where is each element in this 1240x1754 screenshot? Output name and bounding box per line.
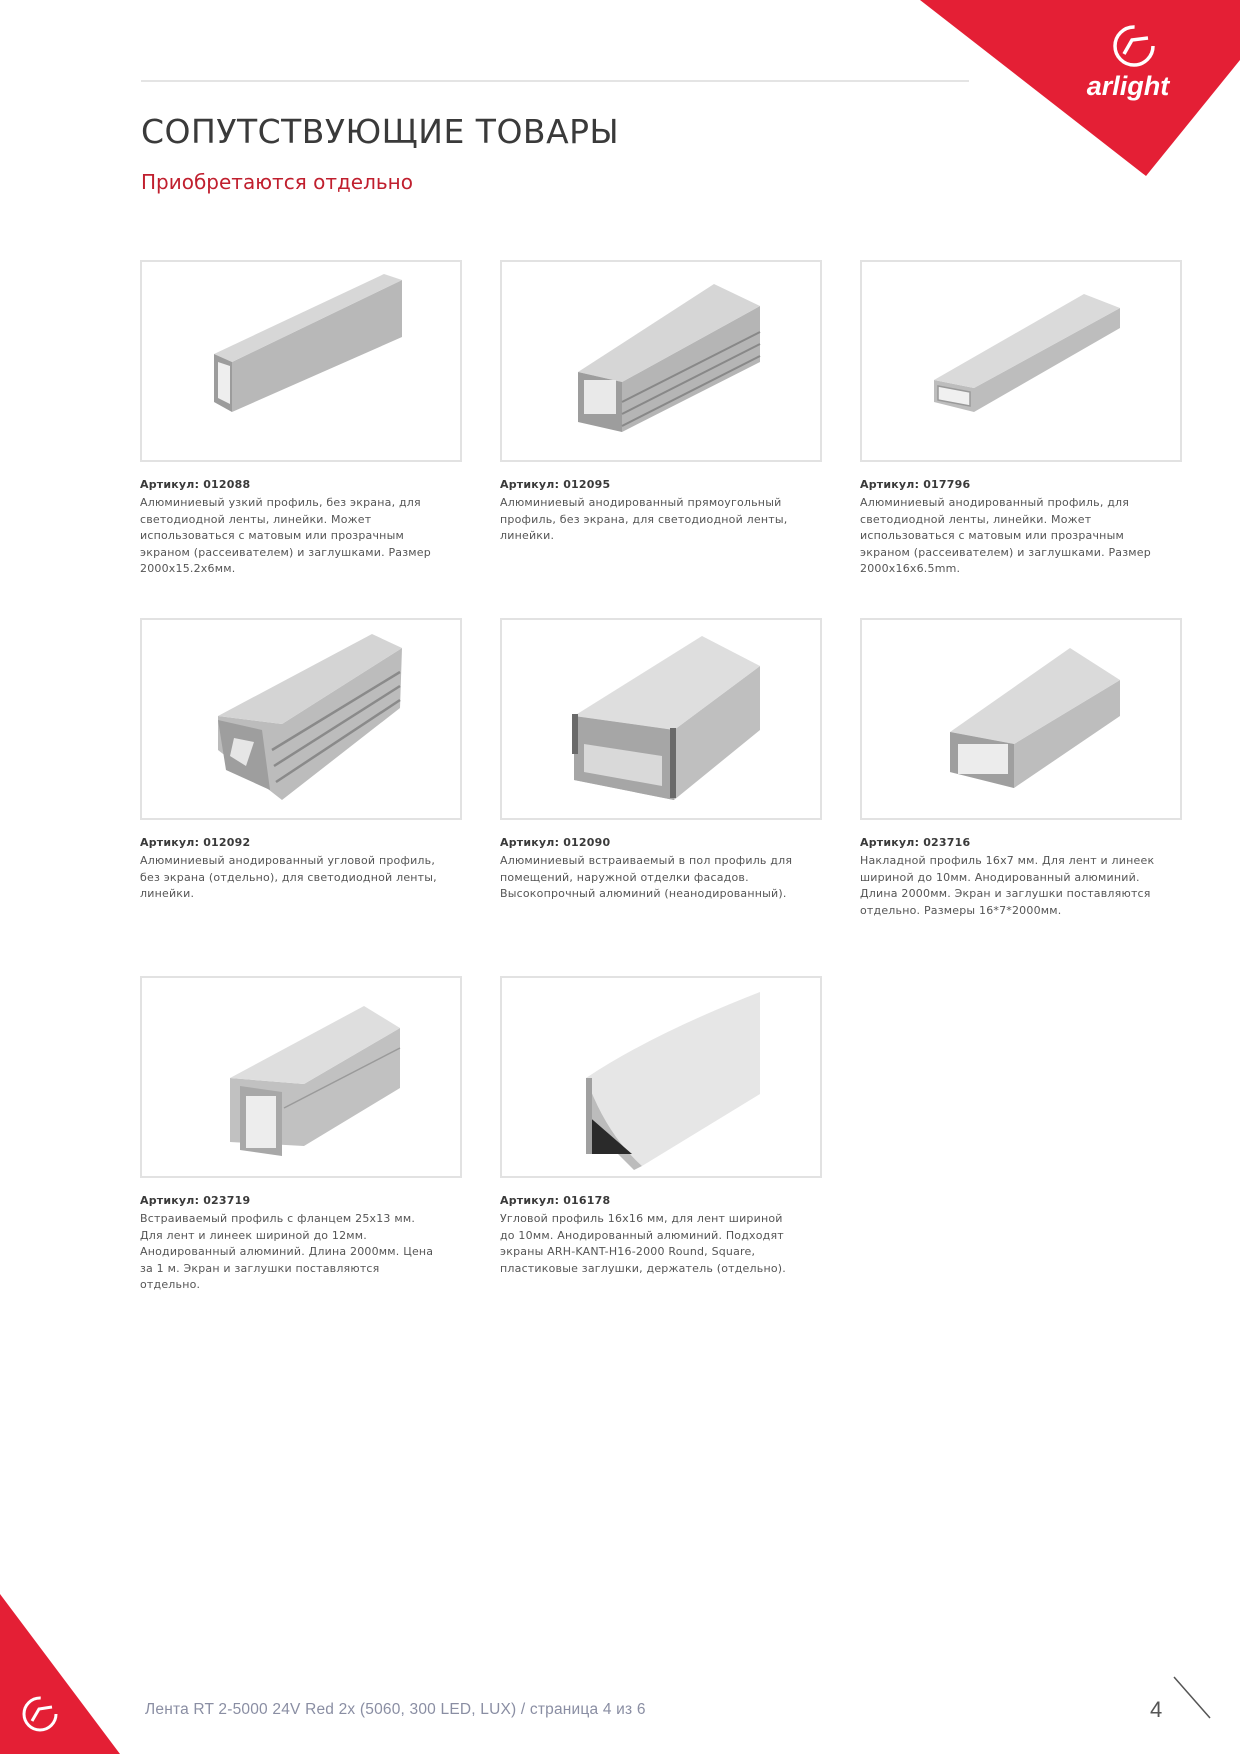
- article-number: Артикул: 012095: [500, 478, 611, 491]
- article-number: Артикул: 012090: [500, 836, 611, 849]
- rectangular-profile-icon: [502, 262, 820, 460]
- brand-corner-banner: [920, 0, 1240, 180]
- article-number: Артикул: 012088: [140, 478, 251, 491]
- product-image-frame: [140, 618, 462, 820]
- product-card[interactable]: [140, 260, 462, 578]
- product-image-frame: [500, 976, 822, 1178]
- floor-profile-icon: [502, 620, 820, 818]
- product-image-frame: [140, 976, 462, 1178]
- product-description: Алюминиевый анодированный профиль, для светодиодной ленты, линейки. Может использоваться с матовым или прозрачным экраном (рассеивателем) и заглушками. Размер 2000x16x6.5mm.: [860, 496, 1151, 575]
- product-card[interactable]: [860, 260, 1182, 578]
- product-description: Алюминиевый анодированный угловой профиль, без экрана (отдельно), для светодиодной ленты, линейки.: [140, 854, 437, 900]
- surface-profile-icon: [862, 620, 1180, 818]
- product-description: Встраиваемый профиль с фланцем 25x13 мм. Для лент и линеек шириной до 12мм. Анодированный алюминий. Длина 2000мм. Цена за 1 м. Экран и заглушки поставляются отдельно.: [140, 1212, 434, 1291]
- corner-finned-profile-icon: [142, 620, 460, 818]
- page-subtitle: Приобретаются отдельно: [141, 170, 413, 194]
- product-image-frame: [500, 618, 822, 820]
- footer-caption: Лента RT 2-5000 24V Red 2x (5060, 300 LED, LUX) / страница 4 из 6: [145, 1701, 646, 1718]
- product-description: Алюминиевый узкий профиль, без экрана, для светодиодной ленты, линейки. Может использоваться с матовым или прозрачным экраном (рассеивателем) и заглушками. Размер 2000x15.2x6мм.: [140, 496, 431, 575]
- product-description: Алюминиевый анодированный прямоугольный профиль, без экрана, для светодиодной ленты, линейки.: [500, 496, 788, 542]
- product-card[interactable]: [500, 618, 822, 903]
- brand-name: arlight: [1086, 71, 1170, 101]
- product-description: Алюминиевый встраиваемый в пол профиль для помещений, наружной отделки фасадов. Высокопрочный алюминий (неанодированный).: [500, 854, 793, 900]
- footer-brand-corner: [0, 1594, 120, 1754]
- page-number: 4: [1150, 1697, 1163, 1722]
- product-image-frame: [860, 618, 1182, 820]
- top-divider: [141, 80, 969, 82]
- product-card[interactable]: [140, 618, 462, 903]
- article-number: Артикул: 023716: [860, 836, 971, 849]
- product-description: Накладной профиль 16x7 мм. Для лент и линеек шириной до 10мм. Анодированный алюминий. Длина 2000мм. Экран и заглушки поставляются отдельно. Размеры 16*7*2000мм.: [860, 854, 1155, 917]
- product-card[interactable]: [860, 618, 1182, 919]
- flanged-profile-icon: [142, 978, 460, 1176]
- product-image-frame: [140, 260, 462, 462]
- product-card[interactable]: [140, 976, 462, 1294]
- article-number: Артикул: 016178: [500, 1194, 611, 1207]
- product-image-frame: [500, 260, 822, 462]
- page-title: СОПУТСТВУЮЩИЕ ТОВАРЫ: [141, 112, 620, 151]
- narrow-profile-icon: [142, 262, 460, 460]
- product-card[interactable]: [500, 976, 822, 1277]
- flat-profile-icon: [862, 262, 1180, 460]
- page-number-slash: [1172, 1675, 1212, 1720]
- product-image-frame: [860, 260, 1182, 462]
- article-number: Артикул: 017796: [860, 478, 971, 491]
- round-corner-profile-icon: [502, 978, 820, 1176]
- article-number: Артикул: 023719: [140, 1194, 251, 1207]
- article-number: Артикул: 012092: [140, 836, 251, 849]
- product-card[interactable]: [500, 260, 822, 545]
- product-description: Угловой профиль 16x16 мм, для лент шириной до 10мм. Анодированный алюминий. Подходят экраны ARH-KANT-H16-2000 Round, Square, пластиковые заглушки, держатель (отдельно).: [500, 1212, 786, 1275]
